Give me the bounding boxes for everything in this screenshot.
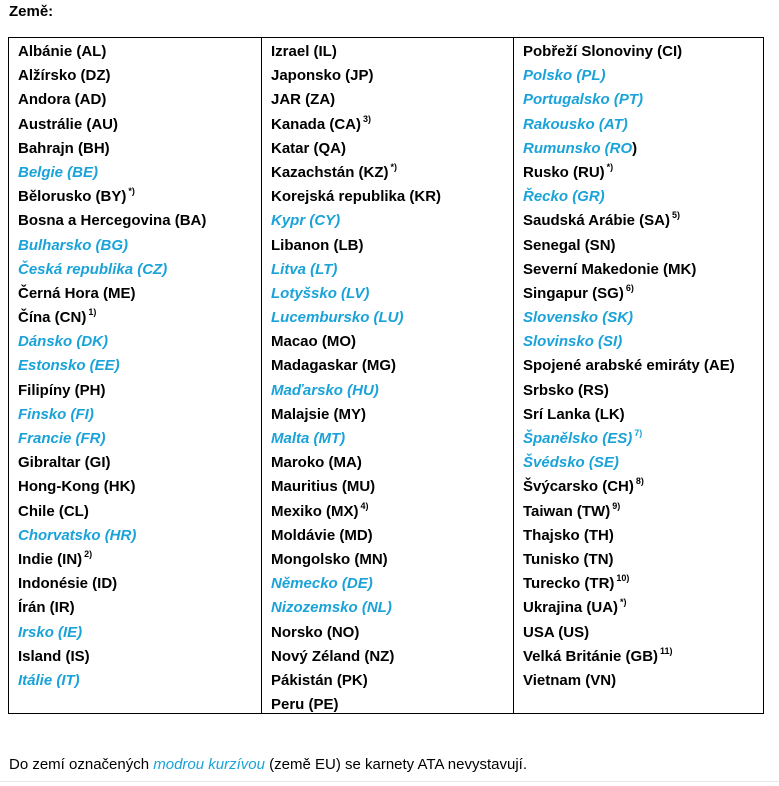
country-name: Gibraltar (GI) (18, 454, 111, 472)
country-cell (18, 524, 261, 548)
country-cell (18, 234, 261, 258)
country-name: Chile (CL) (18, 502, 89, 520)
eu-footnote (9, 756, 527, 774)
country-name: Japonsko (JP) (271, 67, 374, 85)
country-name: Ukrajina (UA) (523, 599, 619, 617)
country-name: Finsko (FI) (18, 405, 94, 423)
country-name: Korejská republika (KR) (271, 188, 442, 206)
country-name: Bělorusko (BY) (18, 188, 127, 206)
country-cell (271, 500, 513, 524)
footnote-text-before: Do zemí označených (9, 756, 154, 773)
country-cell (523, 621, 763, 645)
country-name: USA (US) (523, 623, 590, 641)
country-cell (18, 669, 261, 693)
country-cell (271, 693, 513, 717)
country-cell (18, 185, 261, 209)
country-name: Turecko (TR) (523, 575, 615, 593)
country-name: Malta (MT) (271, 430, 346, 447)
country-cell (271, 137, 513, 161)
footnote-marker: 9) (612, 500, 621, 511)
footnote-marker: 3) (363, 113, 372, 124)
country-name: Libanon (LB) (271, 236, 364, 254)
country-cell (271, 669, 513, 693)
country-name: Velká Británie (GB) (523, 647, 659, 665)
country-cell (271, 306, 513, 330)
footnote-marker: 4) (360, 500, 369, 511)
country-cell (18, 548, 261, 572)
country-name: Senegal (SN) (523, 236, 616, 254)
country-name: Filipíny (PH) (18, 381, 106, 399)
country-cell (271, 475, 513, 499)
country-name: Německo (DE) (271, 575, 373, 593)
footnote-marker: 8) (635, 476, 644, 487)
country-name: Mongolsko (MN) (271, 550, 388, 568)
country-name: Austrálie (AU) (18, 115, 119, 133)
country-name: Norsko (NO) (271, 623, 360, 641)
country-name: Malajsie (MY) (271, 405, 367, 423)
country-cell (523, 645, 763, 669)
country-cell (271, 40, 513, 64)
country-cell (18, 64, 261, 88)
country-cell (18, 475, 261, 499)
country-cell (18, 500, 261, 524)
country-name: Polsko (PL) (523, 67, 606, 85)
country-cell (18, 258, 261, 282)
country-cell (271, 64, 513, 88)
footnote-text-after: (země EU) se karnety ATA nevystavují. (264, 756, 528, 773)
country-name: Macao (MO) (271, 333, 357, 351)
country-column-3 (513, 38, 763, 713)
country-cell (271, 185, 513, 209)
country-cell (523, 524, 763, 548)
footnote-marker: 1) (88, 307, 97, 318)
country-cell (18, 88, 261, 112)
country-name: Srí Lanka (LK) (523, 405, 625, 423)
country-name: Rumunsko (RO (523, 139, 633, 157)
country-cell (18, 572, 261, 596)
page-heading: Země: (9, 3, 54, 20)
country-cell (271, 621, 513, 645)
country-name: Francie (FR) (18, 430, 106, 447)
country-name: Pobřeží Slonoviny (CI) (523, 43, 683, 60)
country-cell (271, 88, 513, 112)
country-name: Lucembursko (LU) (271, 309, 404, 327)
country-name: Kypr (CY) (271, 212, 341, 230)
footnote-marker: 11) (660, 645, 673, 656)
country-name: Thajsko (TH) (523, 526, 614, 544)
country-name: Španělsko (ES) (523, 430, 633, 447)
country-cell (523, 500, 763, 524)
country-name: Maďarsko (HU) (271, 381, 379, 399)
country-cell (18, 403, 261, 427)
country-cell (271, 330, 513, 354)
country-name: Dánsko (DK) (18, 333, 109, 351)
country-cell (18, 209, 261, 233)
footnote-marker: *) (390, 161, 398, 172)
country-cell (271, 379, 513, 403)
country-name: Chorvatsko (HR) (18, 526, 137, 544)
country-table (8, 37, 764, 714)
country-cell (523, 113, 763, 137)
country-name: Albánie (AL) (18, 43, 107, 60)
country-name: Rakousko (AT) (523, 115, 628, 133)
country-name: Andora (AD) (18, 91, 107, 109)
country-name: Bosna a Hercegovina (BA) (18, 212, 207, 230)
footnote-marker: 7) (634, 428, 643, 438)
country-name: Indie (IN) (18, 550, 83, 568)
country-cell (271, 209, 513, 233)
footnote-marker: 10) (616, 573, 630, 584)
country-cell (523, 88, 763, 112)
country-name: Írán (IR) (18, 599, 75, 617)
country-name: Portugalsko (PT) (523, 91, 644, 109)
country-cell (271, 234, 513, 258)
country-cell (523, 475, 763, 499)
country-cell (18, 40, 261, 64)
country-cell (18, 137, 261, 161)
country-name: Švýcarsko (CH) (523, 478, 634, 496)
country-column-1 (9, 38, 261, 713)
country-cell (18, 427, 261, 451)
footnote-marker: 5) (672, 210, 681, 221)
country-name: Mexiko (MX) (271, 502, 359, 520)
country-cell (523, 596, 763, 620)
country-cell (18, 621, 261, 645)
country-name: Tunisko (TN) (523, 550, 614, 568)
country-cell (523, 572, 763, 596)
country-name: Island (IS) (18, 647, 90, 665)
footnote-marker: 6) (625, 282, 634, 293)
country-name: Rusko (RU) (523, 163, 605, 181)
country-cell (523, 64, 763, 88)
footnote-marker: *) (620, 597, 627, 608)
country-name: Vietnam (VN) (523, 671, 617, 689)
country-cell (271, 113, 513, 137)
footnote-marker: *) (128, 186, 135, 197)
country-name: Peru (PE) (271, 696, 339, 714)
country-cell (523, 451, 763, 475)
country-cell (271, 524, 513, 548)
country-name: Nový Zéland (NZ) (271, 647, 395, 665)
country-cell (18, 451, 261, 475)
country-name: Belgie (BE) (18, 163, 99, 181)
country-cell (271, 403, 513, 427)
country-name: Černá Hora (ME) (18, 284, 136, 302)
country-cell (523, 161, 763, 185)
country-name: Katar (QA) (271, 139, 347, 157)
country-name: Taiwan (TW) (523, 502, 611, 520)
country-cell (523, 403, 763, 427)
country-name: JAR (ZA) (271, 91, 336, 109)
country-cell (523, 137, 763, 161)
country-cell (18, 282, 261, 306)
country-cell (18, 354, 261, 378)
country-cell (523, 379, 763, 403)
country-cell (523, 282, 763, 306)
country-cell (18, 596, 261, 620)
country-cell (271, 161, 513, 185)
country-cell (18, 113, 261, 137)
country-cell (523, 306, 763, 330)
country-name: Pákistán (PK) (271, 671, 368, 689)
country-name: Litva (LT) (271, 260, 338, 278)
country-cell (271, 282, 513, 306)
country-name: Indonésie (ID) (18, 575, 118, 593)
country-cell (18, 645, 261, 669)
country-cell (523, 669, 763, 693)
country-name: Irsko (IE) (18, 623, 83, 641)
country-name: Slovensko (SK) (523, 309, 634, 327)
country-name: Saudská Arábie (SA) (523, 212, 670, 230)
footnote-highlight: modrou kurzívou (153, 756, 265, 773)
country-name: Singapur (SG) (523, 284, 624, 302)
country-cell (18, 379, 261, 403)
country-name: Alžírsko (DZ) (18, 67, 111, 85)
country-name: Maroko (MA) (271, 454, 362, 472)
bottom-divider (0, 781, 779, 782)
country-name: Švédsko (SE) (523, 454, 619, 472)
country-name: Kanada (CA) (271, 115, 362, 133)
country-cell (271, 427, 513, 451)
country-cell (271, 645, 513, 669)
country-cell (271, 548, 513, 572)
country-name: Moldávie (MD) (271, 526, 373, 544)
country-name: Izrael (IL) (271, 43, 337, 60)
country-name: Mauritius (MU) (271, 478, 376, 496)
country-name: Estonsko (EE) (18, 357, 120, 375)
country-cell (523, 354, 763, 378)
country-name: Madagaskar (MG) (271, 357, 397, 375)
country-name: Bulharsko (BG) (18, 236, 129, 254)
country-cell (523, 185, 763, 209)
country-name: Čína (CN) (18, 309, 87, 327)
country-cell (271, 354, 513, 378)
country-cell (271, 596, 513, 620)
country-name-tail: ) (632, 139, 638, 157)
country-name: Itálie (IT) (18, 671, 80, 689)
country-cell (523, 40, 763, 64)
country-name: Řecko (GR) (523, 188, 605, 206)
country-cell (523, 548, 763, 572)
country-name: Hong-Kong (HK) (18, 478, 136, 496)
country-cell (523, 330, 763, 354)
country-name: Severní Makedonie (MK) (523, 260, 697, 278)
country-name: Kazachstán (KZ) (271, 163, 389, 181)
country-name: Slovinsko (SI) (523, 333, 623, 351)
country-cell (523, 427, 763, 451)
country-cell (271, 451, 513, 475)
country-cell (271, 572, 513, 596)
country-cell (271, 258, 513, 282)
footnote-marker: *) (606, 161, 614, 172)
country-cell (523, 209, 763, 233)
country-cell (18, 330, 261, 354)
footnote-marker: 2) (84, 548, 93, 559)
country-name: Nizozemsko (NL) (271, 599, 392, 617)
country-cell (18, 306, 261, 330)
country-name: Česká republika (CZ) (18, 260, 168, 278)
country-name: Bahrajn (BH) (18, 139, 110, 157)
country-name: Spojené arabské emiráty (AE) (523, 357, 735, 375)
country-name: Lotyšsko (LV) (271, 284, 370, 302)
country-name: Srbsko (RS) (523, 381, 609, 399)
country-cell (18, 161, 261, 185)
country-column-2 (261, 38, 513, 713)
country-cell (523, 258, 763, 282)
country-cell (523, 234, 763, 258)
